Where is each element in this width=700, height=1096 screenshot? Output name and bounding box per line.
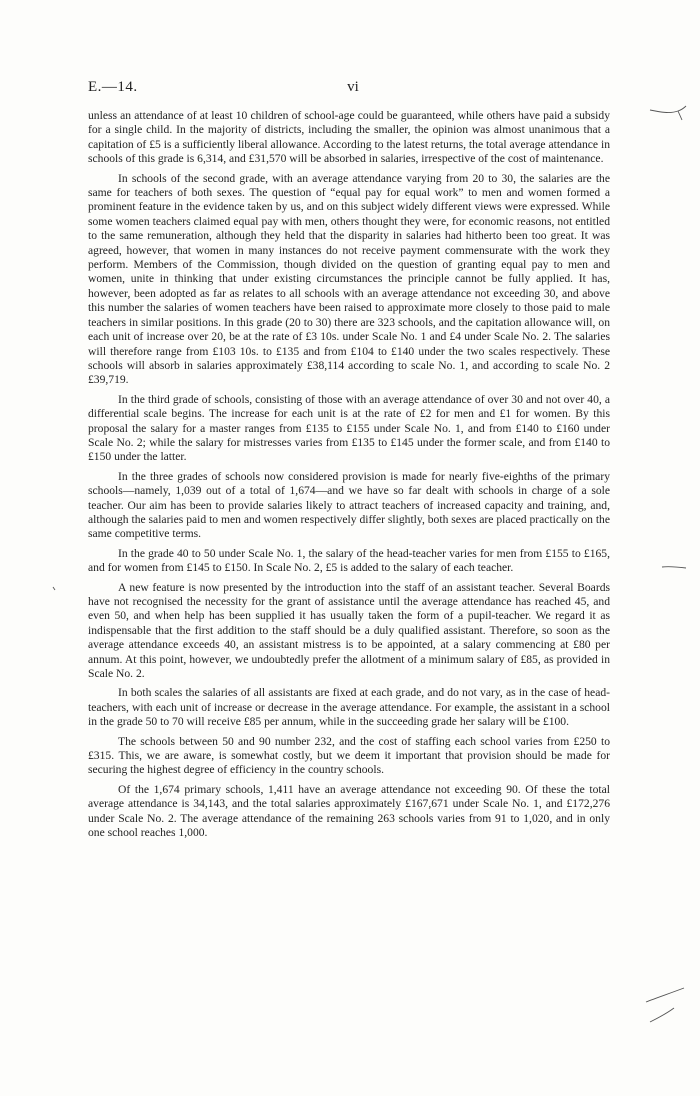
page-header	[88, 79, 610, 99]
paragraph-6: A new feature is now presented by the introduction into the staff of an assistant teacher. Several Boards have not recognised the necessity for the grant of assistance until the average attendance has reached 45, and even 50, and when help has been supplied it has usually taken the form of a pupil-teacher. We regard it as indispensable that the first addition to the staff should be a duly qualified assistant. Therefore, so soon as the average attendance exceeds 40, an assistant mistress is to be appointed, at a salary commencing at £80 per annum. At this point, however, we undoubtedly prefer the allotment of a minimum salary of £85, as provided in Scale No. 2.	[88, 580, 610, 681]
paragraph-9: Of the 1,674 primary schools, 1,411 have an average attendance not exceeding 90. Of these the total average attendance is 34,143, and the total salaries approximately £167,671 under Scale No. 1, and £172,276 under Scale No. 2. The average attendance of the remaining 263 schools varies from 91 to 1,020, and in only one school reaches 1,000.	[88, 782, 610, 840]
document-reference: E.—14.	[88, 79, 138, 95]
page-number: vi	[347, 79, 359, 95]
margin-pencil-mark-middle	[660, 562, 690, 572]
paragraph-3: In the third grade of schools, consisting of those with an average attendance of over 30 and not over 40, a differential scale begins. The increase for each unit is at the rate of £2 for men and £1 for women. By this proposal the salary for a master ranges from £135 to £155 under Scale No. 1, and from £140 to £160 under Scale No. 2; while the salary for mistresses varies from £135 to £145 under the former scale, and from £140 to £150 under the latter.	[88, 392, 610, 464]
paragraph-8: The schools between 50 and 90 number 232, and the cost of staffing each school varies from £250 to £315. This, we are aware, is somewhat costly, but we deem it important that provision should be made for securing the highest degree of efficiency in the country schools.	[88, 734, 610, 777]
margin-pencil-mark-top	[648, 104, 688, 126]
paragraph-4: In the three grades of schools now considered provision is made for nearly five-eighths of the primary schools—namely, 1,039 out of a total of 1,674—and we have so far dealt with schools in charge of a sole teacher. Our aim has been to provide salaries likely to attract teachers of increased capacity and training, and, although the salaries paid to men and women respectively differ slightly, both sexes are placed practically on the same competitive terms.	[88, 469, 610, 541]
paragraph-5: In the grade 40 to 50 under Scale No. 1, the salary of the head-teacher varies for men from £155 to £165, and for women from £145 to £150. In Scale No. 2, £5 is added to the salary of each teacher.	[88, 546, 610, 575]
body-text	[88, 109, 610, 846]
margin-pencil-mark-left	[50, 584, 60, 594]
paragraph-7: In both scales the salaries of all assistants are fixed at each grade, and do not vary, as in the case of head-teachers, with each unit of increase or decrease in the average attendance. For example, the assistant in a school in the grade 50 to 70 will receive £85 per annum, while in the succeeding grade her salary will be £100.	[88, 686, 610, 729]
paragraph-1: unless an attendance of at least 10 children of school-age could be guaranteed, while others have paid a subsidy for a single child. In the majority of districts, including the smaller, the opinion was almost unanimous that a capitation of £5 is a sufficiently liberal allowance. According to the latest returns, the total average attendance in schools of this grade is 6,314, and £31,570 will be absorbed in salaries, irrespective of the cost of maintenance.	[88, 109, 610, 166]
paragraph-2: In schools of the second grade, with an average attendance varying from 20 to 30, the salaries are the same for teachers of both sexes. The question of “equal pay for equal work” to men and women formed a prominent feature in the evidence taken by us, and on this subject widely different views were expressed. While some women teachers claimed equal pay with men, others thought they were, for economic reasons, not entitled to the same remuneration, although they held that the disparity in salaries had hitherto been too great. It was agreed, however, that women in many instances do not receive payment commensurate with the work they perform. Members of the Commission, though divided on the question of granting equal pay to men and women, unite in thinking that under existing circumstances the principle cannot be fully applied. It has, however, been adopted as far as relates to all schools with an average attendance not exceeding 30, and above this number the salaries of women teachers have been raised to approximate more closely to those paid to male teachers in similar positions. In this grade (20 to 30) there are 323 schools, and the capitation allowance will, on each unit of increase over 20, be at the rate of £3 10s. under Scale No. 1 and £4 under Scale No. 2. The salaries will therefore range from £103 10s. to £135 and from £104 to £140 under the two scales respectively. These schools will absorb in salaries approximately £38,114 according to scale No. 1, and according to scale No. 2 £39,719.	[88, 171, 610, 387]
margin-pencil-mark-bottom	[640, 978, 690, 1030]
